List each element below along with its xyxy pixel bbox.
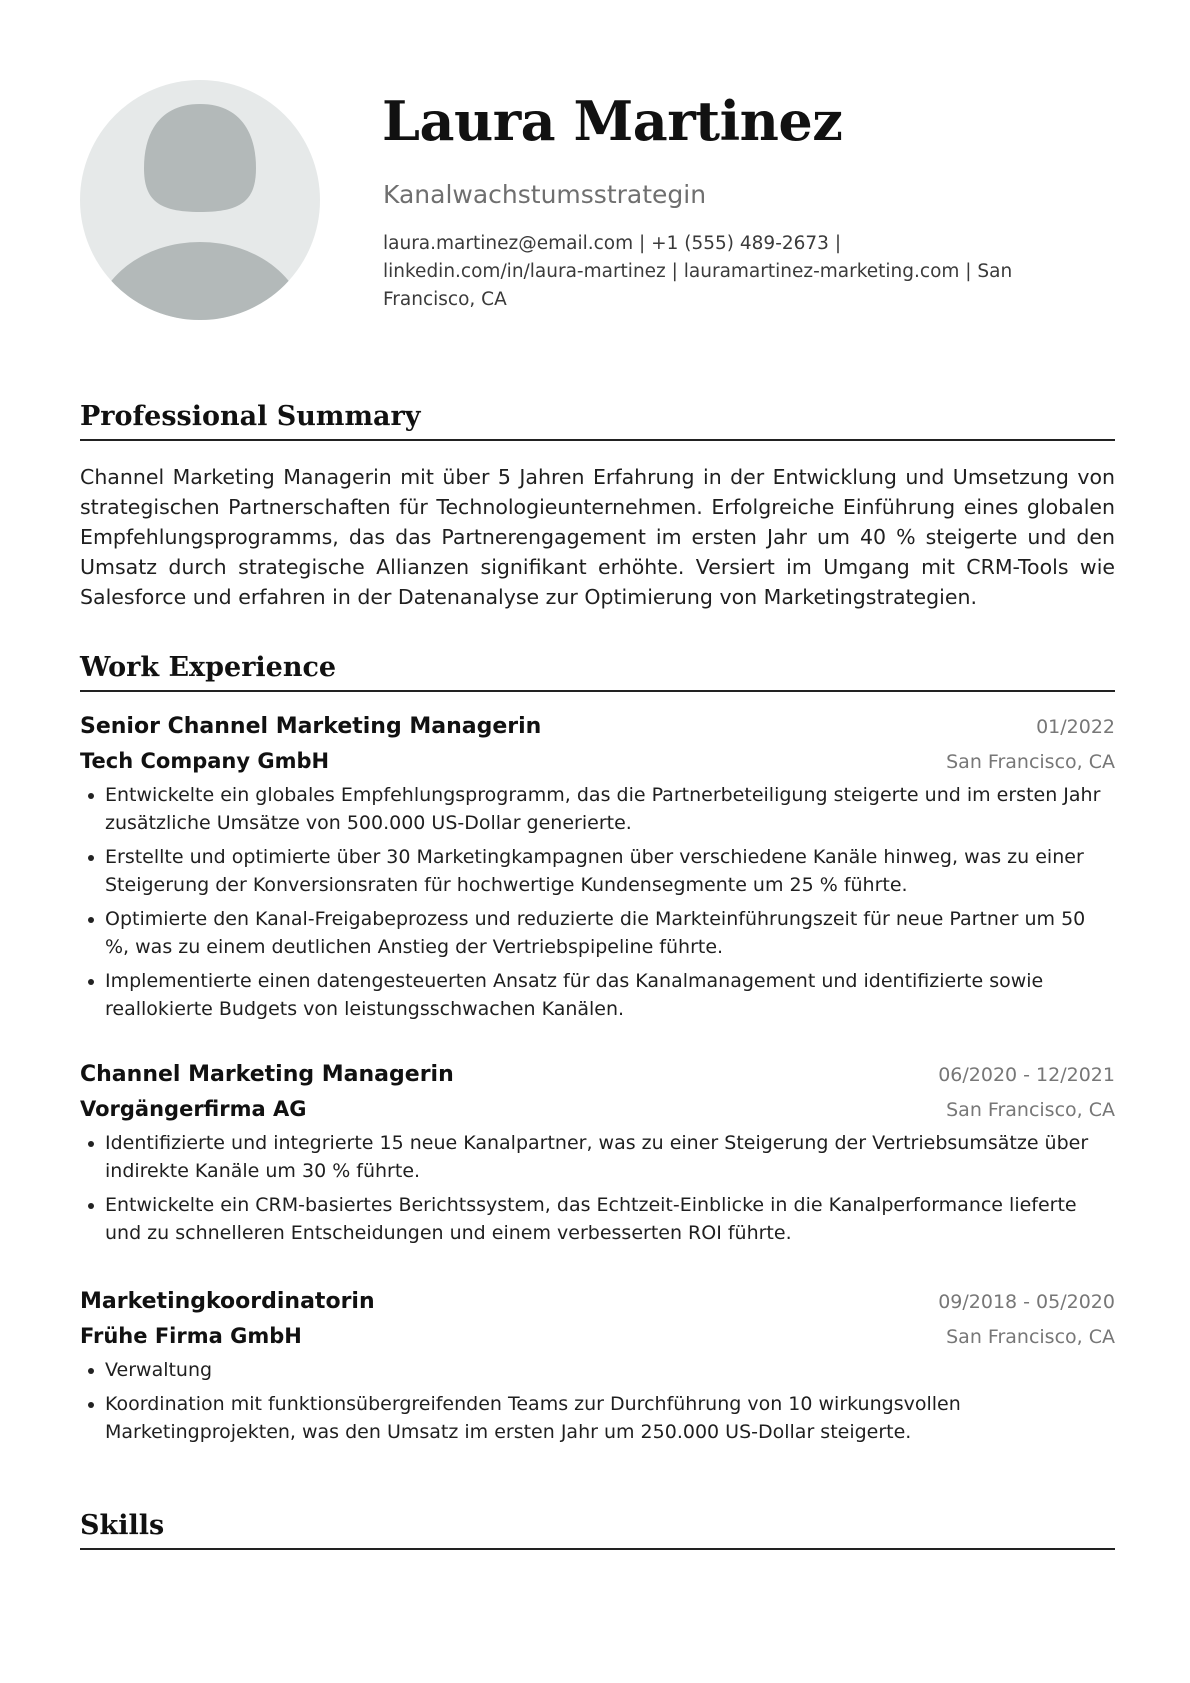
job-location: San Francisco, CA: [946, 1326, 1115, 1348]
job-date: 06/2020 - 12/2021: [938, 1064, 1115, 1086]
section-heading-summary: Professional Summary: [80, 401, 1115, 441]
job-bullet-list: [80, 781, 1115, 1023]
job-entry: [80, 710, 1115, 1029]
job-bullet-list: [80, 1356, 1115, 1446]
avatar: [80, 80, 320, 320]
candidate-name: Laura Martinez: [382, 89, 843, 153]
job-bullet: Identifizierte und integrierte 15 neue Kanalpartner, was zu einer Steigerung der Vertriebsumsätze über indirekte Kanäle um 30 % führte.: [80, 1129, 1115, 1185]
job-header-row: [80, 710, 1115, 744]
job-company: Vorgängerfirma AG: [80, 1097, 307, 1121]
contact-info: laura.martinez@email.com | +1 (555) 489-2673 | linkedin.com/in/laura-martinez | lauramartinez-marketing.com | San Francisco, CA: [383, 233, 1013, 310]
job-bullet: Entwickelte ein CRM-basiertes Berichtssystem, das Echtzeit-Einblicke in die Kanalperformance lieferte und zu schnelleren Entscheidungen und einem verbesserten ROI führte.: [80, 1191, 1115, 1247]
job-date: 09/2018 - 05/2020: [938, 1291, 1115, 1313]
job-bullet: Erstellte und optimierte über 30 Marketingkampagnen über verschiedene Kanäle hinweg, was zu einer Steigerung der Konversionsraten für hochwertige Kundensegmente um 25 % führte.: [80, 843, 1115, 899]
job-bullet: Implementierte einen datengesteuerten Ansatz für das Kanalmanagement und identifizierte sowie reallokierte Budgets von leistungsschwachen Kanälen.: [80, 967, 1115, 1023]
section-heading-experience: Work Experience: [80, 652, 1115, 692]
job-location: San Francisco, CA: [946, 751, 1115, 773]
job-role: Marketingkoordinatorin: [80, 1289, 375, 1314]
summary-text: Channel Marketing Managerin mit über 5 Jahren Erfahrung in der Entwicklung und Umsetzung von strategischen Partnerschaften für Technologieunternehmen. Erfolgreiche Einführung eines globalen Empfehlungsprogramms, das das Partnerengagement im ersten Jahr um 40 % steigerte und den Umsatz durch strategische Allianzen signifikant erhöhte. Versiert im Umgang mit CRM-Tools wie Salesforce und erfahren in der Datenanalyse zur Optimierung von Marketingstrategien.: [80, 465, 1115, 609]
job-bullet-list: [80, 1129, 1115, 1247]
job-header-row: [80, 1058, 1115, 1092]
job-entry: [80, 1058, 1115, 1253]
candidate-title: Kanalwachstumsstrategin: [383, 180, 707, 209]
job-bullet: Verwaltung: [80, 1356, 1115, 1384]
job-entry: [80, 1285, 1115, 1452]
job-company: Tech Company GmbH: [80, 749, 330, 773]
job-role: Channel Marketing Managerin: [80, 1062, 454, 1087]
person-placeholder-icon: [80, 80, 320, 320]
job-role: Senior Channel Marketing Managerin: [80, 714, 542, 739]
job-bullet: Koordination mit funktionsübergreifenden Teams zur Durchführung von 10 wirkungsvollen Marketingprojekten, was den Umsatz im ersten Jahr um 250.000 US-Dollar steigerte.: [80, 1390, 1115, 1446]
job-header-row: [80, 1285, 1115, 1319]
job-date: 01/2022: [1036, 716, 1115, 738]
section-heading-skills: Skills: [80, 1510, 1115, 1550]
job-bullet: Entwickelte ein globales Empfehlungsprogramm, das die Partnerbeteiligung steigerte und im ersten Jahr zusätzliche Umsätze von 500.000 US-Dollar generierte.: [80, 781, 1115, 837]
job-company: Frühe Firma GmbH: [80, 1324, 302, 1348]
job-company-row: [80, 1092, 1115, 1127]
job-location: San Francisco, CA: [946, 1099, 1115, 1121]
job-bullet: Optimierte den Kanal-Freigabeprozess und reduzierte die Markteinführungszeit für neue Partner um 50 %, was zu einem deutlichen Anstieg der Vertriebspipeline führte.: [80, 905, 1115, 961]
job-company-row: [80, 744, 1115, 779]
job-company-row: [80, 1319, 1115, 1354]
